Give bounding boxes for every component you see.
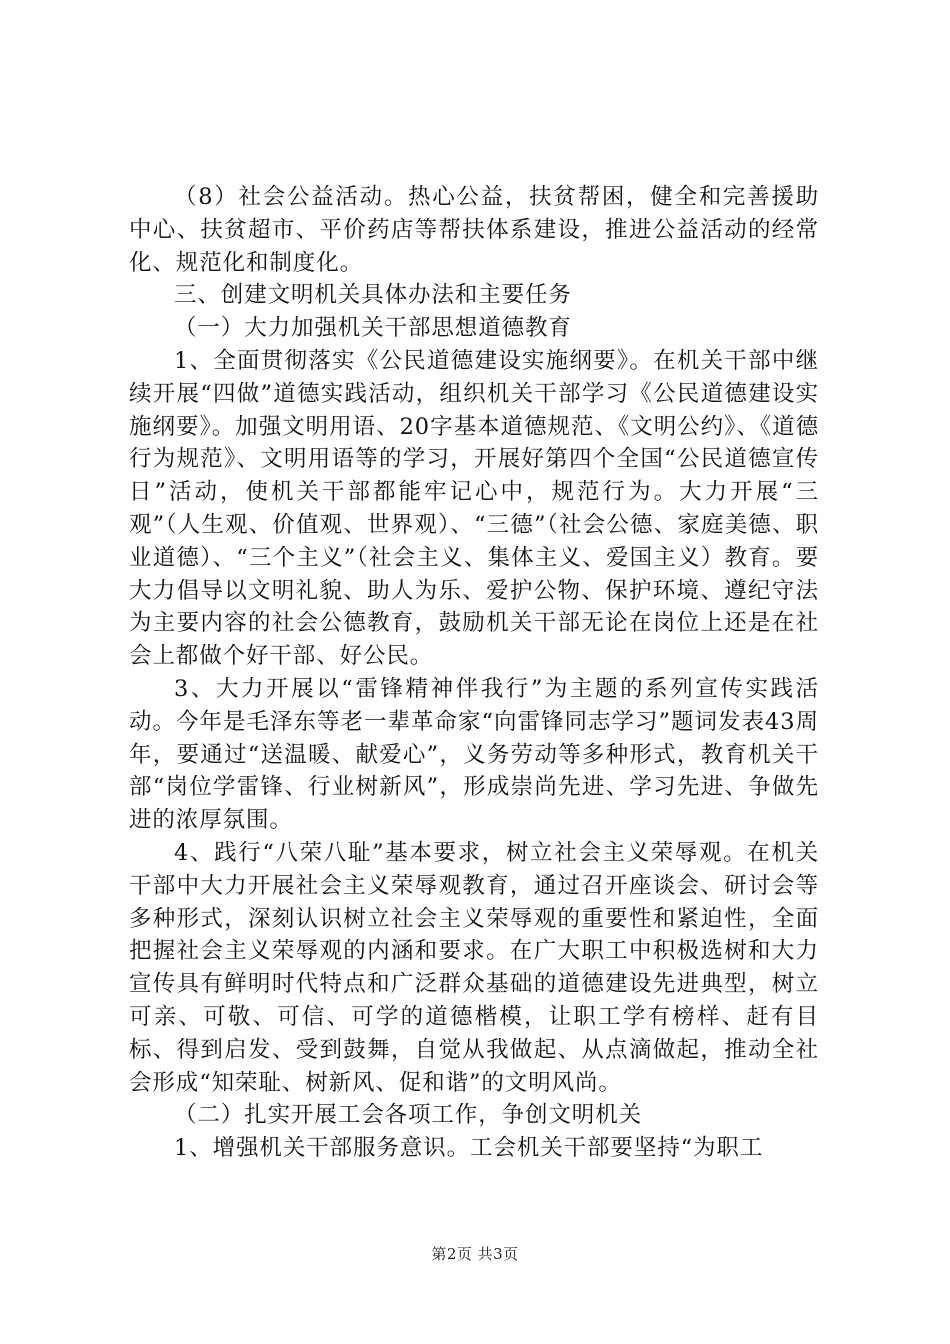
paragraph-moral-construction: 1、全面贯彻落实《公民道德建设实施纲要》。在机关干部中继续开展“四做”道德实践活动，组织机关干部学习《公民道德建设实施纲要》。加强文明用语、20字基本道德规范、《文明公约》、《道德行为规范》、文明用语等的学习，开展好第四个全国“公民道德宣传日”活动，使机关干部都能牢记心中，规范行为。大力开展“三观”（人生观、价值观、世界观）、“三德”（社会公德、家庭美德、职业道德）、“三个主义”（社会主义、集体主义、爱国主义）教育。要大力倡导以文明礼貌、助人为乐、爱护公物、保护环境、遵纪守法为主要内容的社会公德教育，鼓励机关干部无论在岗位上还是在社会上都做个好干部、好公民。 [129, 347, 819, 670]
paragraph-service-awareness: 1、增强机关干部服务意识。工会机关干部要坚持“为职工 [174, 1135, 764, 1162]
page-number-footer: 第2页 共3页 [431, 1245, 519, 1263]
document-body [129, 181, 819, 1165]
subsection-heading-two: （二）扎实开展工会各项工作，争创文明机关 [174, 1102, 643, 1129]
subsection-heading-one: （一）大力加强机关干部思想道德教育 [174, 315, 572, 342]
paragraph-public-welfare: （8）社会公益活动。热心公益，扶贫帮困，健全和完善援助中心、扶贫超市、平价药店等帮扶体系建设，推进公益活动的经常化、规范化和制度化。 [129, 184, 819, 276]
paragraph-eight-honors: 4、践行“八荣八耻”基本要求，树立社会主义荣辱观。在机关干部中大力开展社会主义荣辱观教育，通过召开座谈会、研讨会等多种形式，深刻认识树立社会主义荣辱观的重要性和紧迫性，全面把握社会主义荣辱观的内涵和要求。在广大职工中积极选树和大力宣传具有鲜明时代特点和广泛群众基础的道德建设先进典型，树立可亲、可敬、可信、可学的道德楷模，让职工学有榜样、赶有目标、得到启发、受到鼓舞，自觉从我做起、从点滴做起，推动全社会形成“知荣耻、树新风、促和谐”的文明风尚。 [129, 839, 819, 1096]
section-heading-three: 三、创建文明机关具体办法和主要任务 [174, 282, 572, 309]
paragraph-lei-feng: 3、大力开展以“雷锋精神伴我行”为主题的系列宣传实践活动。今年是毛泽东等老一辈革命家“向雷锋同志学习”题词发表43周年，要通过“送温暖、献爱心”，义务劳动等多种形式，教育机关干部“岗位学雷锋、行业树新风”，形成崇尚先进、学习先进、争做先进的浓厚氛围。 [129, 675, 819, 834]
